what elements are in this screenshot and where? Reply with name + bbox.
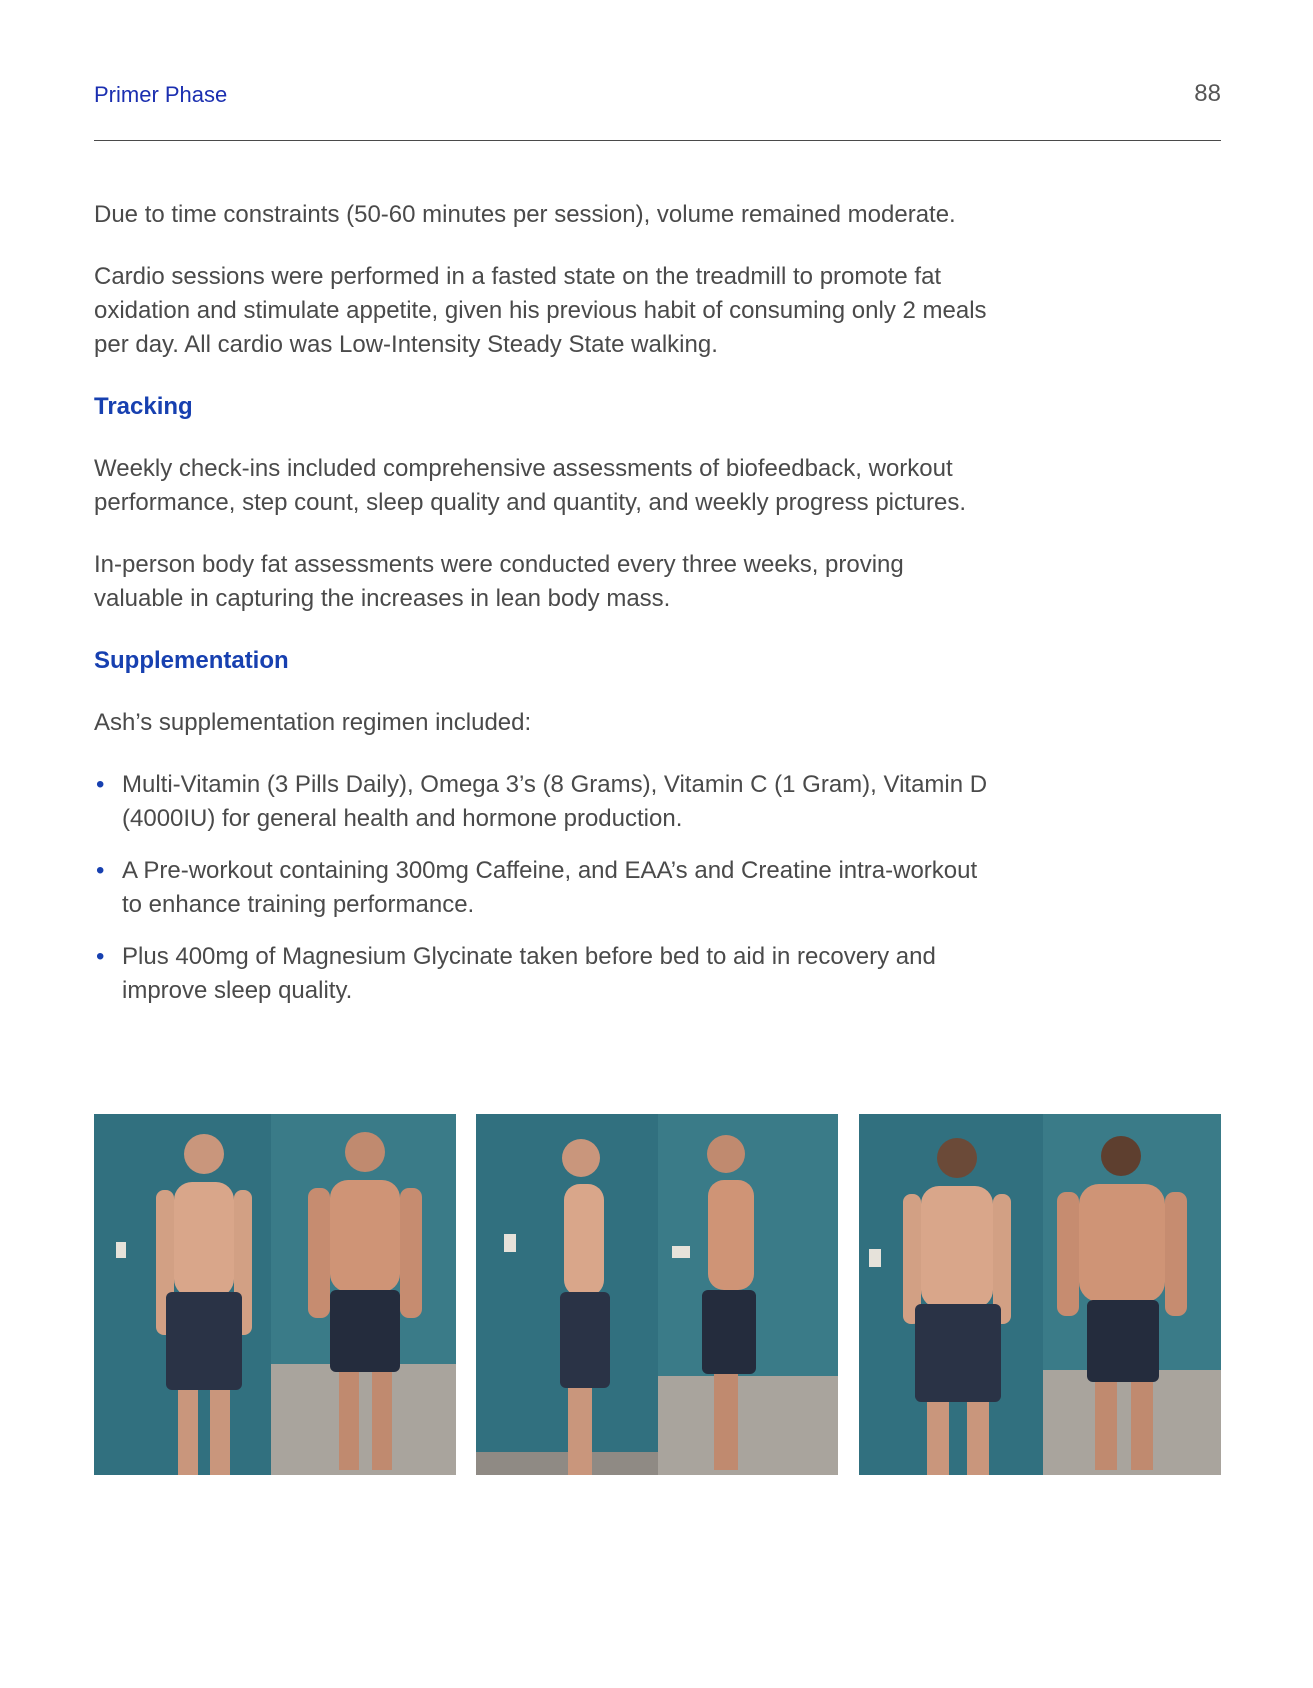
back-photo-illustration	[859, 1114, 1221, 1475]
paragraph-supp-intro: Ash’s supplementation regimen included:	[94, 709, 532, 736]
progress-photo-front	[94, 1114, 456, 1475]
list-item-text: Multi-Vitamin (3 Pills Daily), Omega 3’s (8 Grams), Vitamin C (1 Gram), Vitamin D (4000IU) for general health and hormone production.	[122, 771, 988, 832]
heading-tracking: Tracking	[94, 393, 193, 420]
list-item	[94, 768, 994, 836]
section-title: Primer Phase	[94, 82, 228, 107]
paragraph-checkins: Weekly check-ins included comprehensive assessments of biofeedback, workout performance, step count, sleep quality and quantity, and weekly progress pictures.	[94, 455, 967, 516]
page-content	[94, 198, 994, 1026]
bullet-icon: •	[96, 771, 105, 798]
paragraph-bodyfat: In-person body fat assessments were conducted every three weeks, proving valuable in capturing the increases in lean body mass.	[94, 551, 904, 612]
bullet-icon: •	[96, 943, 105, 970]
bullet-icon: •	[96, 857, 105, 884]
list-item-text: Plus 400mg of Magnesium Glycinate taken before bed to aid in recovery and improve sleep quality.	[122, 943, 936, 1004]
supplement-list	[94, 768, 994, 1008]
side-photo-illustration	[476, 1114, 838, 1475]
progress-photo-side	[476, 1114, 838, 1475]
page-number: 88	[1194, 80, 1221, 107]
list-item	[94, 854, 994, 922]
progress-photo-back	[859, 1114, 1221, 1475]
front-photo-illustration	[94, 1114, 456, 1475]
heading-supplementation: Supplementation	[94, 647, 289, 674]
page-header	[94, 80, 1221, 120]
header-divider	[94, 140, 1221, 141]
paragraph-volume: Due to time constraints (50-60 minutes per session), volume remained moderate.	[94, 201, 956, 228]
list-item-text: A Pre-workout containing 300mg Caffeine, and EAA’s and Creatine intra-workout to enhance training performance.	[122, 857, 978, 918]
progress-photos	[94, 1114, 1221, 1475]
paragraph-cardio: Cardio sessions were performed in a fasted state on the treadmill to promote fat oxidation and stimulate appetite, given his previous habit of consuming only 2 meals per day. All cardio was Low-Intensity Steady State walking.	[94, 263, 987, 358]
list-item	[94, 940, 994, 1008]
